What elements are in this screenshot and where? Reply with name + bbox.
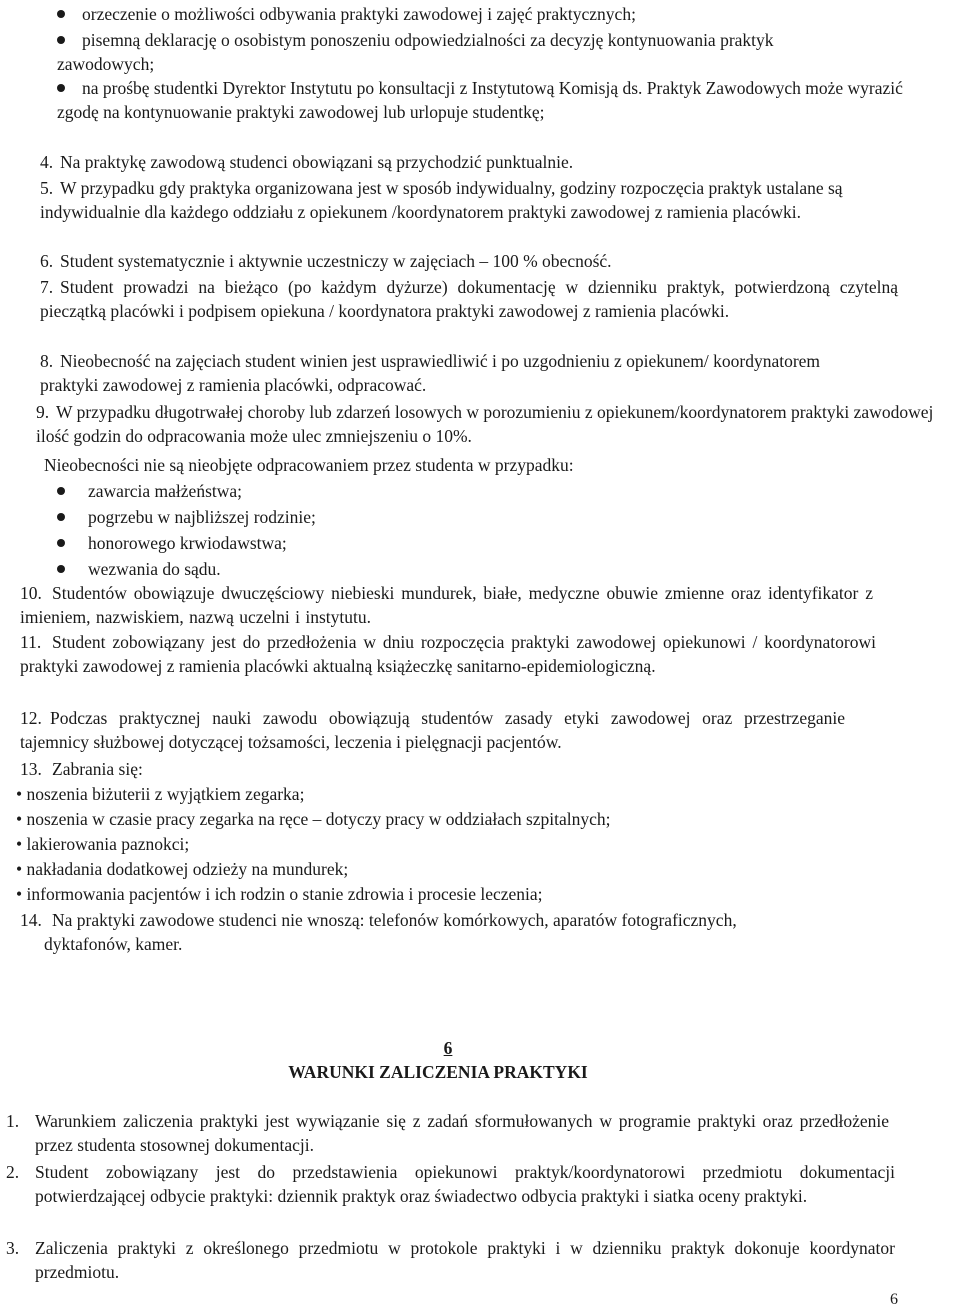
item-note: Nieobecności nie są nieobjęte odpracowaniem przez studenta w przypadku: [44, 455, 574, 475]
item-number: 14. [20, 910, 42, 930]
bullet-text: wezwania do sądu. [88, 559, 221, 579]
item-text: W przypadku gdy praktyka organizowana jest w sposób indywidualny, godziny rozpoczęcia praktyk ustalane są indywidualnie dla każdego oddziału z opiekunem /koordynatorem praktyki zawodowej z ramienia placówki. [40, 178, 843, 222]
section-number: 6 [443, 1038, 453, 1058]
bullet-text: pogrzebu w najbliższej rodzinie; [88, 507, 316, 527]
bullet-icon [57, 565, 65, 573]
item-text: Warunkiem zaliczenia praktyki jest wywiązanie się z zadań sformułowanych w programie praktyki oraz przedłożenie przez studenta stosownej dokumentacji. [35, 1111, 889, 1155]
bullet-text: zawarcia małżeństwa; [88, 481, 243, 501]
list-item: • nakładania dodatkowej odzieży na mundurek; [16, 859, 349, 879]
item-number: 7. [40, 277, 54, 297]
list-item: • noszenia w czasie pracy zegarka na ręce – dotyczy pracy w oddziałach szpitalnych; [16, 809, 611, 829]
item-text: Studentów obowiązuje dwuczęściowy niebieski mundurek, białe, medyczne obuwie zmienne oraz identyfikator z imieniem, nazwiskiem, nazwą uczelni i instytutu. [20, 583, 873, 627]
item-text: W przypadku długotrwałej choroby lub zdarzeń losowych w porozumieniu z opiekunem/koordynatorem praktyki zawodowej ilość godzin do odpracowania może ulec zmniejszeniu o 10%. [36, 402, 934, 446]
item-number: 10. [20, 583, 42, 603]
item-number: 13. [20, 759, 42, 779]
item-text: Na praktykę zawodową studenci obowiązani są przychodzić punktualnie. [60, 152, 574, 172]
bullet-text: honorowego krwiodawstwa; [88, 533, 287, 553]
bullet-text: orzeczenie o możliwości odbywania praktyki zawodowej i zajęć praktycznych; [82, 4, 636, 24]
item-text: Student zobowiązany jest do przedstawienia opiekunowi praktyk/koordynatorowi przedmiotu dokumentacji potwierdzającej odbycie praktyki: dziennik praktyk oraz świadectwo odbycia praktyki i siatka oceny praktyki. [35, 1162, 895, 1206]
item-number: 2. [6, 1162, 20, 1182]
section-title: WARUNKI ZALICZENIA PRAKTYKI [288, 1062, 588, 1082]
item-text: Na praktyki zawodowe studenci nie wnoszą: telefonów komórkowych, aparatów fotograficznych, dyktafonów, kamer. [44, 910, 737, 954]
bullet-icon [57, 10, 65, 18]
item-text: Student prowadzi na bieżąco (po każdym dyżurze) dokumentację w dzienniku praktyk, potwierdzoną czytelną pieczątką placówki i podpisem opiekuna / koordynatora praktyki zawodowej z ramienia placówki. [40, 277, 898, 321]
list-item: • lakierowania paznokci; [16, 834, 190, 854]
item-text: Podczas praktycznej nauki zawodu obowiązują studentów zasady etyki zawodowej oraz przestrzeganie tajemnicy służbowej dotyczącej tożsamości, leczenia i pielęgnacji pacjentów. [20, 708, 845, 752]
item-text: Student zobowiązany jest do przedłożenia w dniu rozpoczęcia praktyki zawodowej opiekunowi / koordynatorowi praktyki zawodowej z ramienia placówki aktualną książeczkę sanitarno-epidemiologiczną. [20, 632, 876, 676]
item-number: 6. [40, 251, 54, 271]
item-number: 1. [6, 1111, 20, 1131]
bullet-icon [57, 487, 65, 495]
item-number: 11. [20, 632, 42, 652]
item-number: 4. [40, 152, 54, 172]
item-number: 9. [36, 402, 50, 422]
item-number: 5. [40, 178, 54, 198]
item-number: 3. [6, 1238, 20, 1258]
bullet-text: na prośbę studentki Dyrektor Instytutu po konsultacji z Instytutową Komisją ds. Praktyk Zawodowych może wyrazić zgodę na kontynuowanie praktyki zawodowej lub urlopuje studentkę; [57, 78, 903, 122]
item-number: 8. [40, 351, 54, 371]
page-number: 6 [890, 1291, 898, 1308]
list-item: • noszenia biżuterii z wyjątkiem zegarka; [16, 784, 305, 804]
item-text: Zabrania się: [52, 759, 143, 779]
bullet-icon [57, 513, 65, 521]
bullet-icon [57, 539, 65, 547]
item-number: 12. [20, 708, 42, 728]
bullet-text: pisemną deklarację o osobistym ponoszeniu odpowiedzialności za decyzję kontynuowania praktyk zawodowych; [57, 30, 774, 74]
item-text: Zaliczenia praktyki z określonego przedmiotu w protokole praktyki i w dzienniku praktyk dokonuje koordynator przedmiotu. [35, 1238, 895, 1282]
list-item: • informowania pacjentów i ich rodzin o stanie zdrowia i procesie leczenia; [16, 884, 543, 904]
item-text: Nieobecność na zajęciach student winien jest usprawiedliwić i po uzgodnieniu z opiekunem/ koordynatorem praktyki zawodowej z ramienia placówki, odpracować. [40, 351, 821, 395]
item-text: Student systematycznie i aktywnie uczestniczy w zajęciach – 100 % obecność. [60, 251, 612, 271]
